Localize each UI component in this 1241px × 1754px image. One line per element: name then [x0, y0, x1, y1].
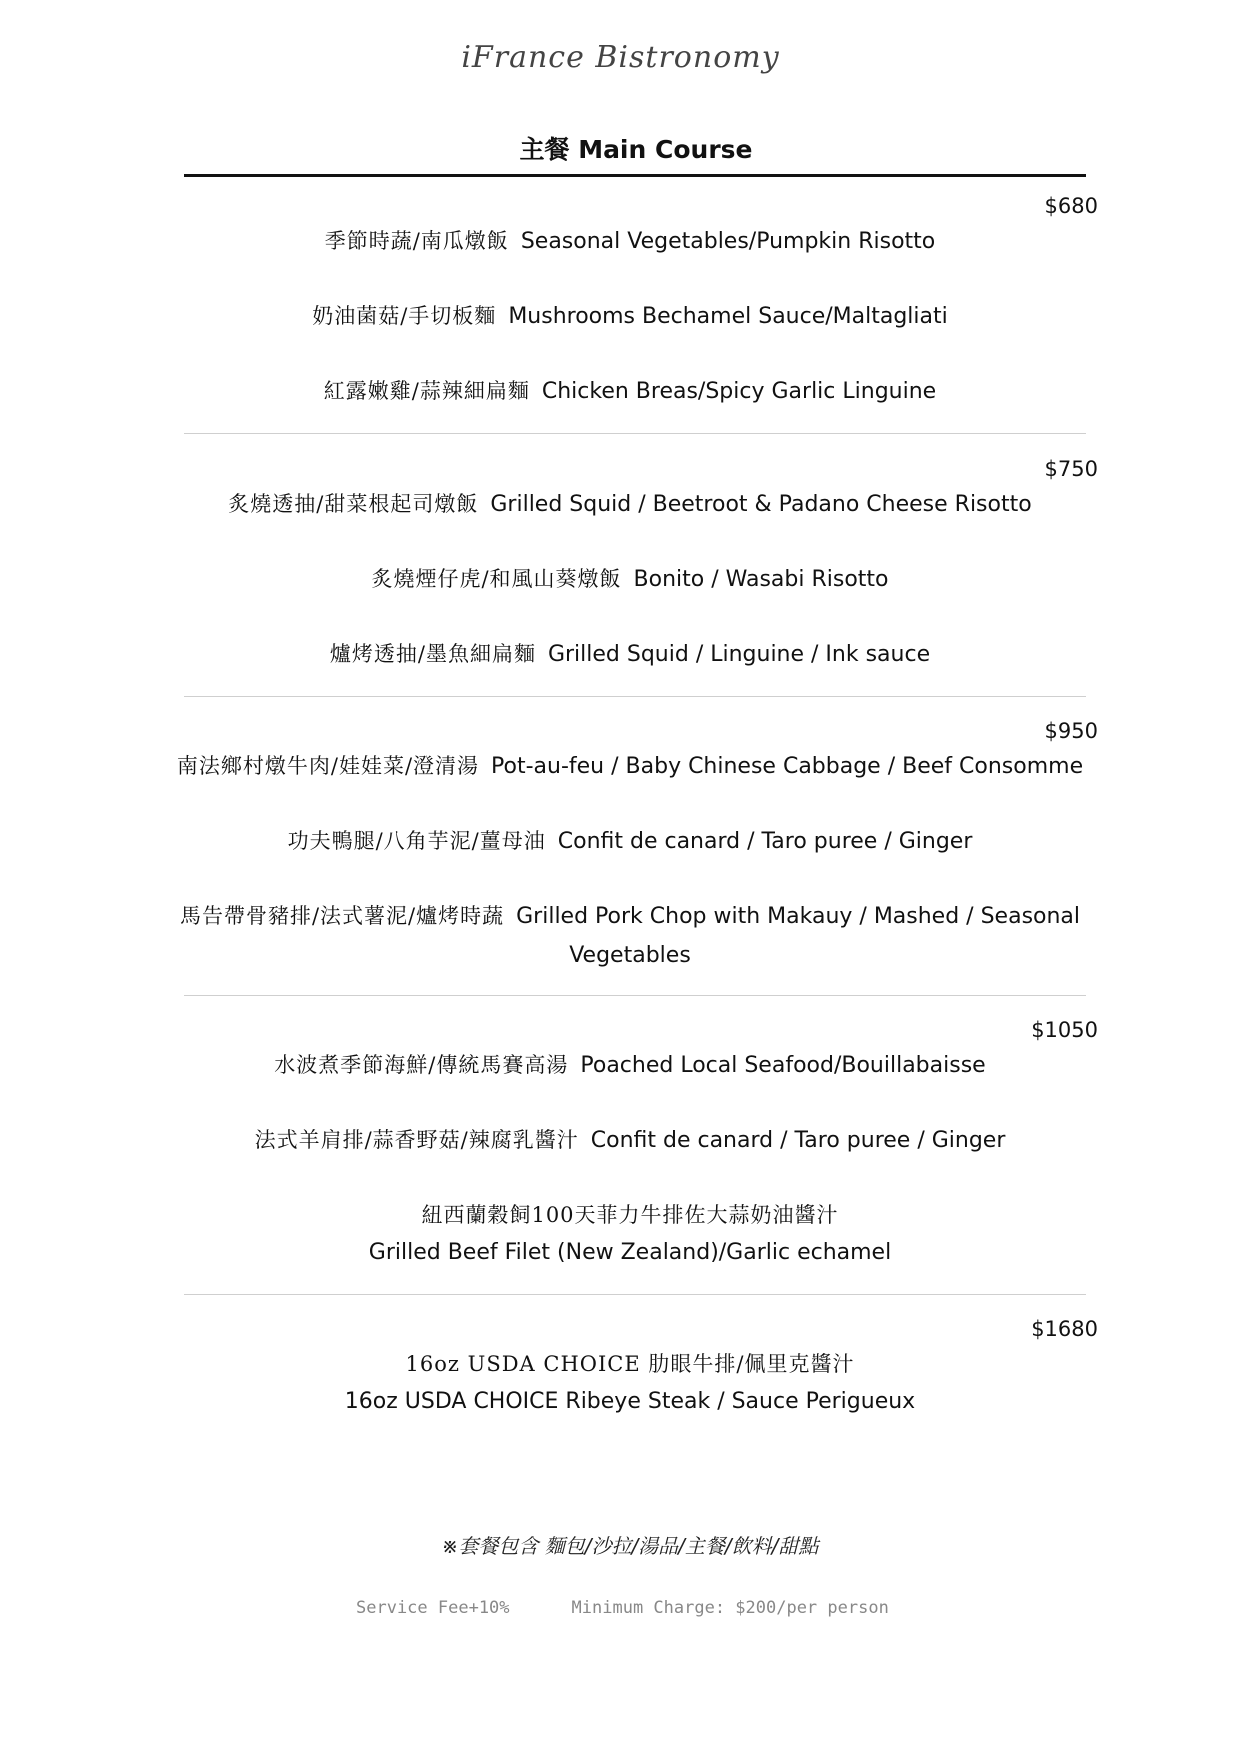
brand-logo: iFrance Bistronomy: [461, 40, 780, 75]
menu-item: [150, 1196, 1110, 1272]
item-name-zh: 奶油菌菇/手切板麵: [312, 304, 497, 328]
fee-line: [356, 1598, 889, 1618]
service-fee: Service Fee+10%: [356, 1598, 510, 1618]
section-title: 主餐 Main Course: [519, 135, 753, 164]
menu-item: [150, 635, 1110, 674]
group-price: $1680: [1031, 1317, 1098, 1341]
menu-item: [150, 747, 1110, 786]
item-name-en: Seasonal Vegetables/Pumpkin Risotto: [520, 229, 936, 254]
item-name-en: Confit de canard / Taro puree / Ginger: [590, 1128, 1006, 1153]
item-name-zh: 水波煮季節海鮮/傳統馬賽高湯: [274, 1053, 569, 1077]
menu-item: [150, 372, 1110, 411]
item-name-zh: 紅露嫩雞/蒜辣細扁麵: [323, 379, 530, 403]
menu-item: [150, 1046, 1110, 1085]
group-divider: [184, 433, 1086, 434]
menu-item: [150, 897, 1110, 975]
group-price: $1050: [1031, 1018, 1098, 1042]
item-name-zh: 法式羊肩排/蒜香野菇/辣腐乳醬汁: [254, 1128, 579, 1152]
menu-item: [150, 822, 1110, 861]
group-divider: [184, 995, 1086, 996]
minimum-charge: Minimum Charge: $200/per person: [571, 1598, 889, 1618]
menu-item: [150, 485, 1110, 524]
item-name-zh: 16oz USDA CHOICE 肋眼牛排/佩里克醬汁: [405, 1352, 855, 1376]
group-price: $750: [1044, 457, 1098, 481]
group-price: $950: [1044, 719, 1098, 743]
group-price: $680: [1044, 194, 1098, 218]
item-name-en: Confit de canard / Taro puree / Ginger: [557, 829, 973, 854]
item-name-zh: 南法鄉村燉牛肉/娃娃菜/澄清湯: [176, 754, 480, 778]
item-name-zh: 爐烤透抽/墨魚細扁麵: [329, 642, 536, 666]
item-name-en: Grilled Squid / Beetroot & Padano Cheese Risotto: [490, 492, 1032, 517]
item-name-en: Grilled Beef Filet (New Zealand)/Garlic echamel: [368, 1240, 892, 1265]
item-name-zh: 功夫鴨腿/八角芋泥/薑母油: [287, 829, 546, 853]
menu-item: [150, 297, 1110, 336]
item-name-zh: 馬告帶骨豬排/法式薯泥/爐烤時蔬: [179, 904, 505, 928]
menu-item: [150, 1121, 1110, 1160]
item-name-zh: 季節時蔬/南瓜燉飯: [324, 229, 509, 253]
item-name-en: Poached Local Seafood/Bouillabaisse: [580, 1053, 986, 1078]
group-divider: [184, 696, 1086, 697]
item-name-en: 16oz USDA CHOICE Ribeye Steak / Sauce Perigueux: [344, 1389, 916, 1414]
set-meal-note: ※套餐包含 麵包/沙拉/湯品/主餐/飲料/甜點: [441, 1534, 819, 1558]
item-name-en: Grilled Pork Chop with Makauy / Mashed / Seasonal Vegetables: [516, 904, 1081, 968]
title-divider: [184, 174, 1086, 177]
item-name-zh: 紐西蘭穀飼100天菲力牛排佐大蒜奶油醬汁: [421, 1203, 839, 1227]
group-divider: [184, 1294, 1086, 1295]
menu-item: [150, 222, 1110, 261]
menu-item: [150, 560, 1110, 599]
item-name-en: Chicken Breas/Spicy Garlic Linguine: [541, 379, 937, 404]
item-name-zh: 炙燒透抽/甜菜根起司燉飯: [228, 492, 479, 516]
item-name-en: Pot-au-feu / Baby Chinese Cabbage / Beef Consomme: [491, 754, 1084, 779]
item-name-en: Grilled Squid / Linguine / Ink sauce: [547, 642, 931, 667]
item-name-en: Bonito / Wasabi Risotto: [633, 567, 889, 592]
item-name-en: Mushrooms Bechamel Sauce/Maltagliati: [508, 304, 948, 329]
item-name-zh: 炙燒煙仔虎/和風山葵燉飯: [371, 567, 622, 591]
menu-item: [150, 1345, 1110, 1421]
